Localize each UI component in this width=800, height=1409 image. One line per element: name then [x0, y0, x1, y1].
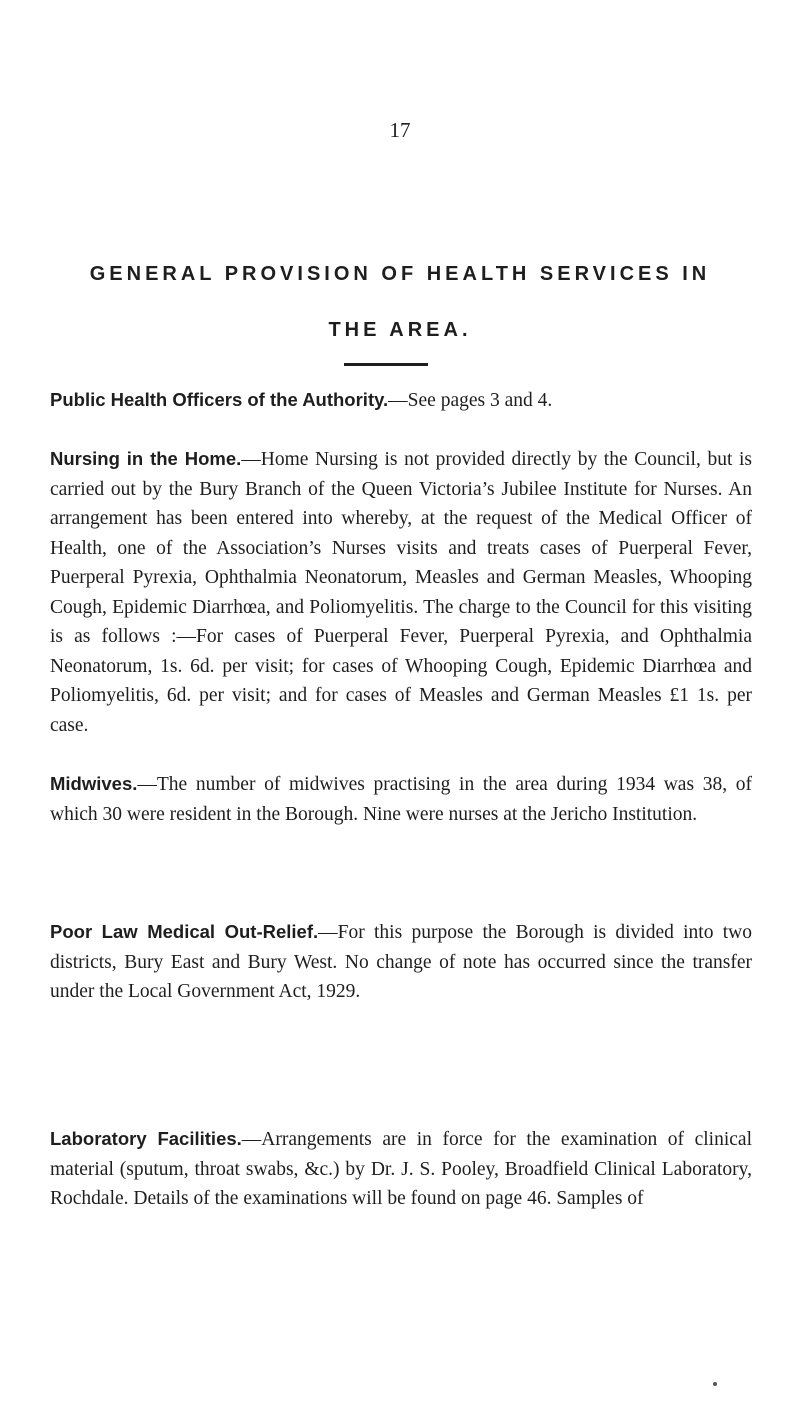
title-divider [344, 363, 428, 366]
section-text: —The number of midwives practising in the area during 1934 was 38, of which 30 were resident in the Borough. Nine were nurses at the Jericho Institution. [50, 774, 752, 825]
section-heading: Laboratory Facilities. [50, 1128, 242, 1149]
section-text: —See pages 3 and 4. [388, 390, 553, 411]
section-heading: Nursing in the Home. [50, 448, 242, 469]
page-speck [713, 1382, 717, 1386]
section-text: —Arrangements are in force for the examination of clinical material (sputum, throat swabs, &c.) by Dr. J. S. Pooley, Broadfield Clinical Laboratory, Rochdale. Details of the examinations will be found on page 46. Samples of [50, 1129, 752, 1209]
section-heading: Midwives. [50, 773, 138, 794]
section-midwives [50, 769, 752, 829]
section-nursing-in-the-home [50, 444, 752, 740]
section-public-health-officers [50, 385, 752, 416]
section-text: —Home Nursing is not provided directly by the Council, but is carried out by the Bury Branch of the Queen Victoria’s Jubilee Institute for Nurses. An arrangement has been entered into whereby, at the request of the Medical Officer of Health, one of the Association’s Nurses visits and treats cases of Puerperal Fever, Puerperal Pyrexia, Ophthalmia Neonatorum, Measles and German Measles, Whooping Cough, Epidemic Diarrhœa, and Poliomyelitis. The charge to the Council for this visiting is as follows :—For cases of Puerperal Fever, Puerperal Pyrexia, and Ophthalmia Neonatorum, 1s. 6d. per visit; for cases of Whooping Cough, Epidemic Diarrhœa and Poliomyelitis, 6d. per visit; and for cases of Measles and German Measles £1 1s. per case. [50, 449, 752, 736]
section-heading: Public Health Officers of the Authority. [50, 389, 389, 410]
section-text: —For this purpose the Borough is divided into two districts, Bury East and Bury West. No change of note has occurred since the transfer under the Local Government Act, 1929. [50, 922, 753, 1002]
title-line-1: GENERAL PROVISION OF HEALTH SERVICES IN [89, 263, 711, 285]
section-laboratory-facilities [50, 1124, 752, 1214]
title-line-2: THE AREA. [328, 319, 472, 341]
section-heading: Poor Law Medical Out-Relief. [50, 921, 319, 942]
page-number: 17 [389, 118, 411, 142]
page-title [0, 246, 800, 358]
section-poor-law-medical-out-relief [50, 917, 752, 1007]
